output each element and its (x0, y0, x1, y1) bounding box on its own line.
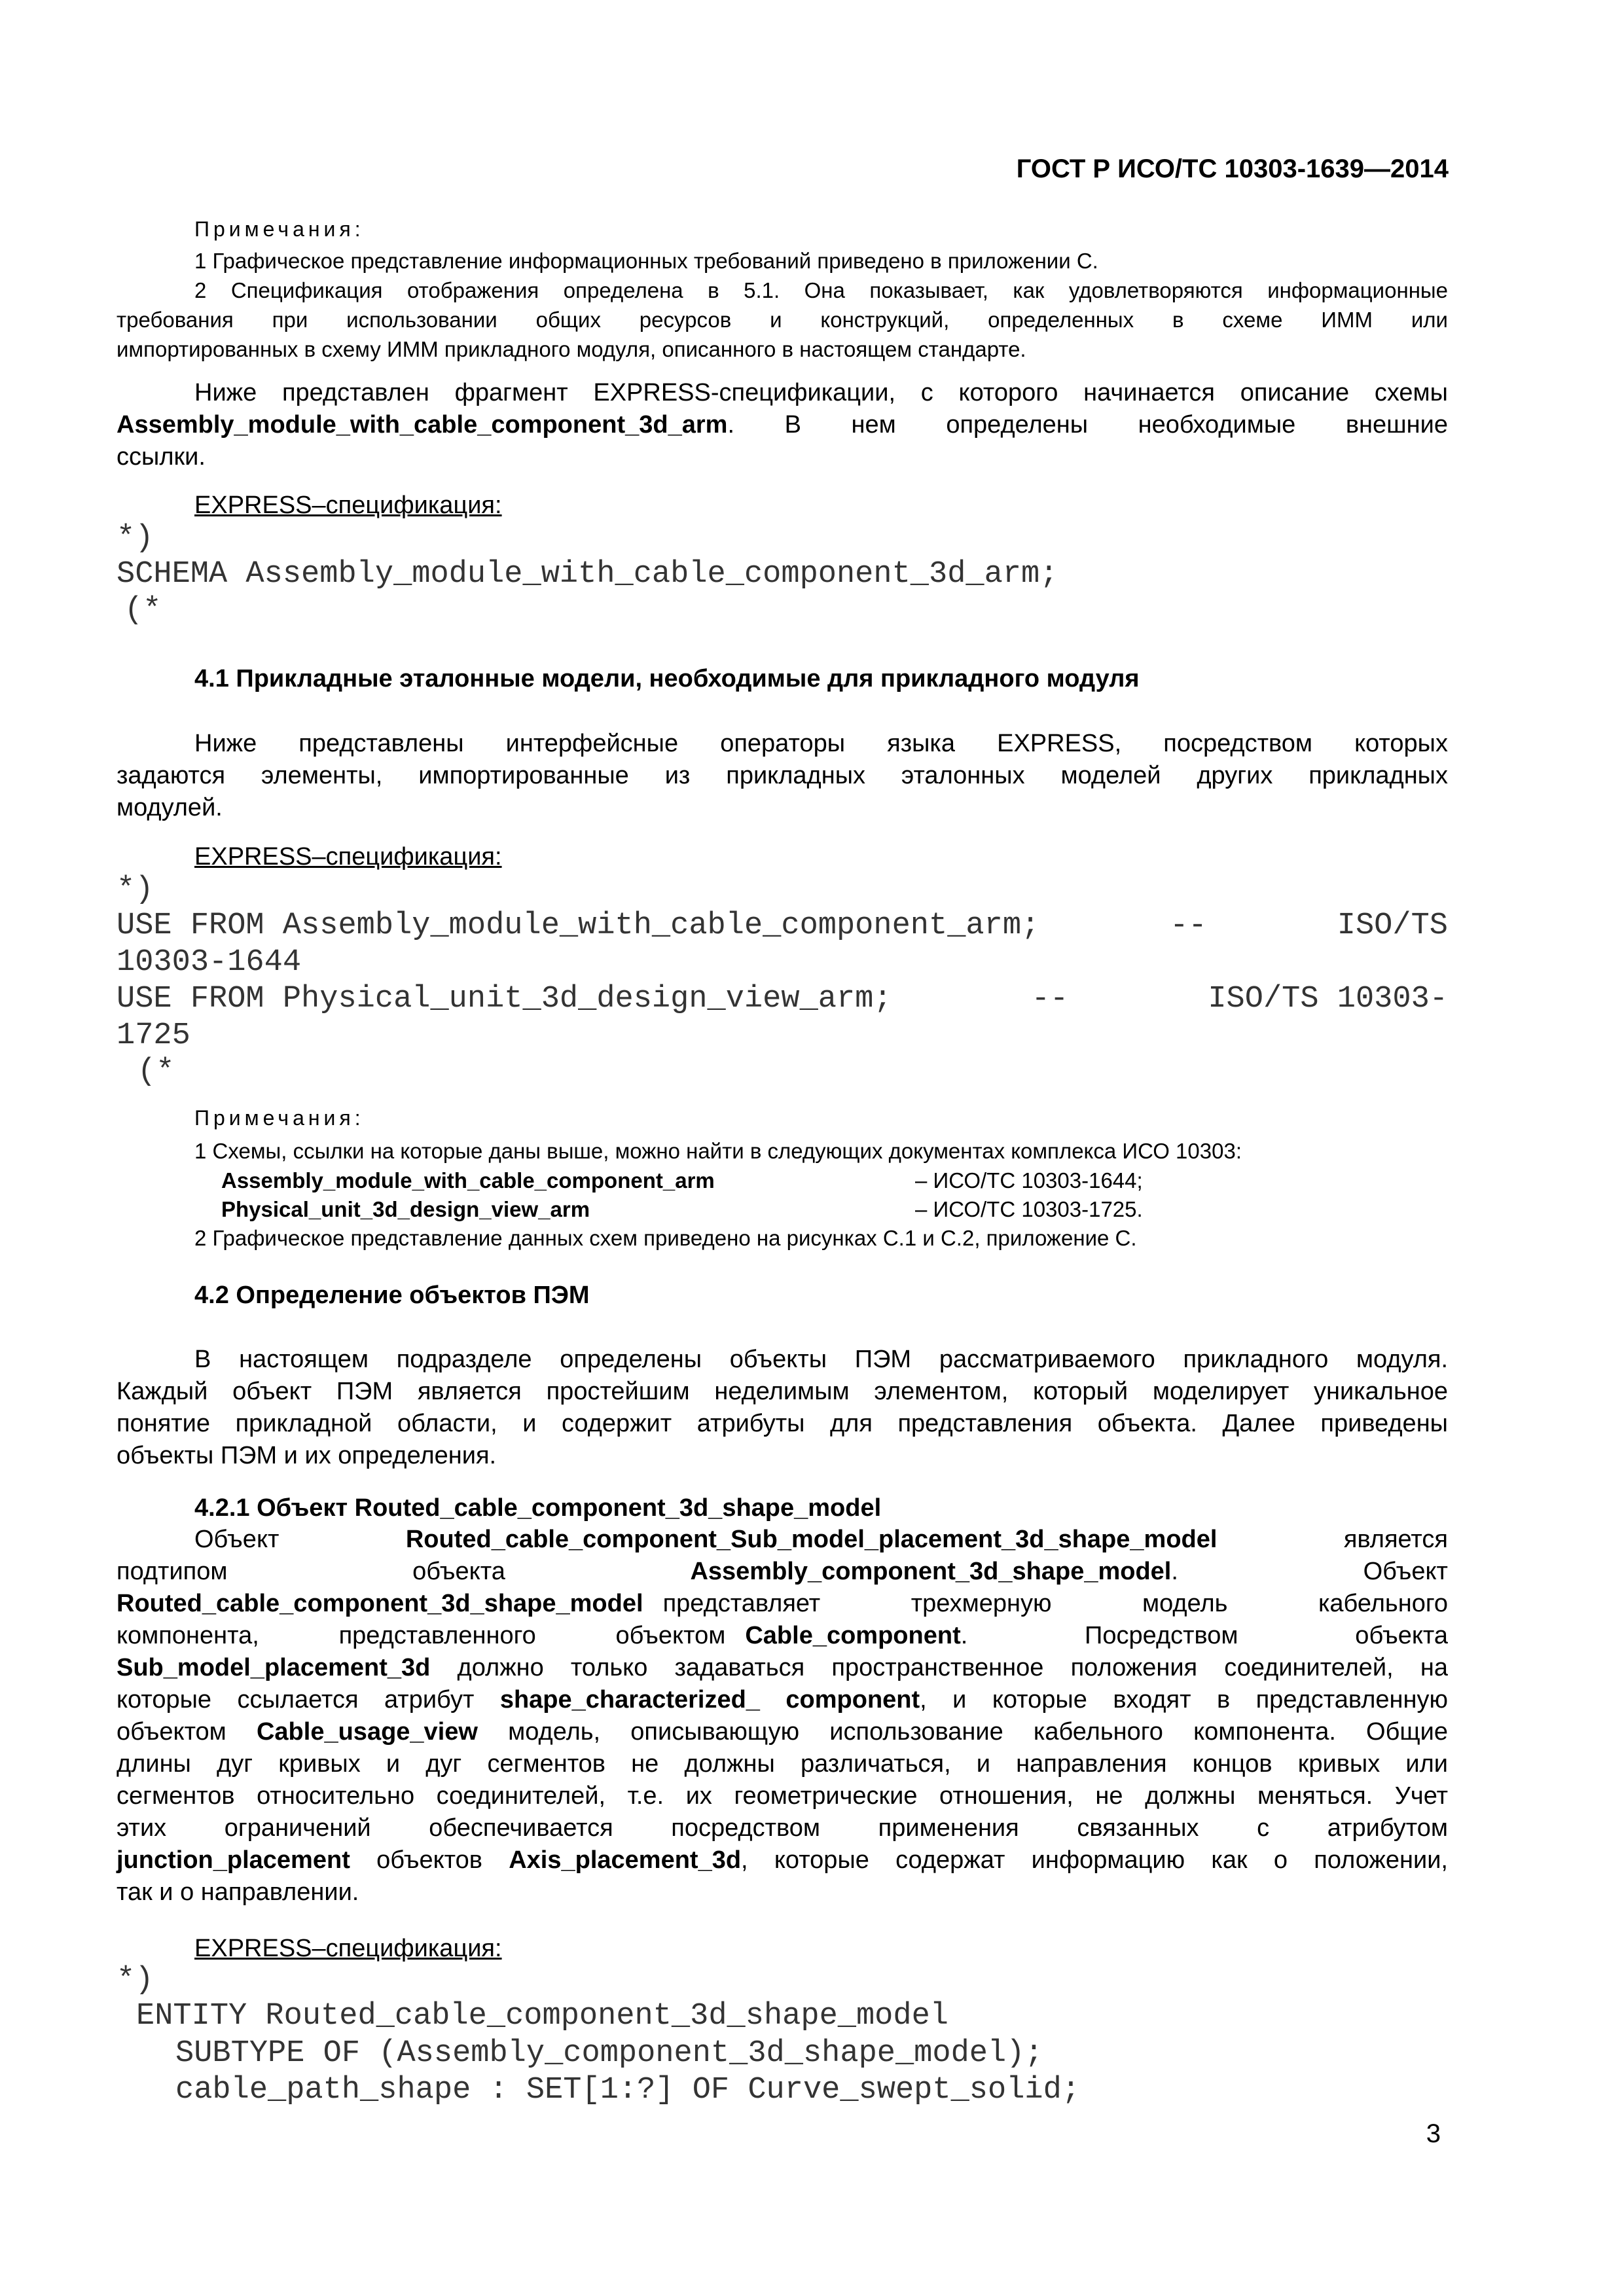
note-1: 1 Схемы, ссылки на которые даны выше, можно найти в следующих документах комплекса ИСО 10303: (194, 1139, 1242, 1163)
attribute-name: shape_characterized_ component (499, 1686, 920, 1713)
code-close: (* (124, 593, 162, 628)
paragraph-line (117, 1716, 1448, 1748)
note-2-line: требования при использовании общих ресурсов и конструкций, определенных в схеме ИММ или (117, 308, 1448, 332)
section-4-2-paragraph (117, 1344, 1448, 1472)
paragraph-text: объекта (412, 1558, 505, 1585)
express-label: EXPRESS–спецификация: (194, 843, 502, 870)
paragraph-text: которые ссылается атрибут (117, 1686, 500, 1713)
code-open: *) (117, 872, 154, 907)
code-attribute: cable_path_shape : SET[1:?] OF Curve_swept_solid; (175, 2073, 1081, 2108)
paragraph-line: Ниже представлен фрагмент EXPRESS-спецификации, с которого начинается описание схемы (194, 379, 1448, 406)
paragraph-text: подтипом (117, 1558, 228, 1585)
paragraph-text: объектов (350, 1846, 509, 1874)
paragraph-line (117, 1684, 1448, 1716)
paragraph-line: задаются элементы, импортированные из прикладных эталонных моделей других прикладных (117, 762, 1448, 789)
paragraph-text: , которые содержат информацию как о положении, (741, 1846, 1448, 1874)
paragraph-line: сегментов относительно соединителей, т.е. их геометрические отношения, не должны меняться. Учет (117, 1782, 1448, 1810)
note-2 (117, 276, 1448, 364)
code-use-statement: USE FROM Physical_unit_3d_design_view_arm; (117, 982, 892, 1016)
entity-name: Cable_component (745, 1622, 961, 1649)
code-use-statement: USE FROM Assembly_module_with_cable_component_arm; (117, 908, 1040, 943)
note-2: 2 Графическое представление данных схем приведено на рисунках С.1 и С.2, приложение С. (194, 1226, 1137, 1250)
paragraph-line (117, 1844, 1448, 1876)
paragraph-line (117, 1588, 1448, 1620)
code-comment-ref: ISO/TS (1337, 908, 1448, 943)
section-4-2-1-paragraph (117, 1524, 1448, 1909)
code-close: (* (137, 1054, 175, 1089)
code-subtype: SUBTYPE OF (Assembly_component_3d_shape_model); (175, 2036, 1043, 2071)
paragraph-line: так и о направлении. (117, 1878, 359, 1906)
paragraph-text: представляет трехмерную модель кабельного (662, 1590, 1448, 1617)
code-use-2-cont: 1725 (117, 1018, 190, 1053)
paragraph-line: модулей. (117, 794, 223, 821)
paragraph-text: модель, описывающую использование кабельного компонента. Общие (477, 1718, 1448, 1746)
paragraph-text: , и которые входят в представленную (920, 1686, 1448, 1713)
note-2-line: 2 Спецификация отображения определена в 5.1. Она показывает, как удовлетворяются информационные (194, 278, 1448, 302)
paragraph-text: объектом (117, 1718, 257, 1746)
entity-name: Axis_placement_3d (509, 1846, 742, 1874)
paragraph-line: объекты ПЭМ и их определения. (117, 1442, 497, 1469)
section-4-2-1-heading: 4.2.1 Объект Routed_cable_component_3d_shape_model (194, 1494, 882, 1522)
ref-schema-name: Assembly_module_with_cable_component_arm (221, 1168, 715, 1193)
code-open: *) (117, 1963, 154, 1998)
paragraph-line (117, 1620, 1448, 1652)
paragraph-text: является (1343, 1526, 1448, 1553)
code-use-1 (117, 908, 1448, 944)
ref-document: – ИСО/ТС 10303-1644; (915, 1168, 1143, 1193)
paragraph-text: Объект (194, 1526, 280, 1553)
paragraph-line (117, 1556, 1448, 1588)
intro-paragraph (117, 377, 1448, 473)
entity-name: Assembly_component_3d_shape_model (690, 1558, 1172, 1585)
entity-name: Routed_cable_component_Sub_model_placement_3d_shape_model (405, 1526, 1218, 1553)
code-entity: ENTITY Routed_cable_component_3d_shape_model (136, 1999, 949, 2034)
paragraph-text: компонента, представленного объектом (117, 1622, 726, 1649)
express-label: EXPRESS–спецификация: (194, 1935, 502, 1962)
entity-name: Cable_usage_view (256, 1718, 478, 1746)
code-schema: SCHEMA Assembly_module_with_cable_component_3d_arm; (117, 557, 1058, 592)
code-comment-dash: -- (1031, 982, 1069, 1016)
paragraph-line: длины дуг кривых и дуг сегментов не должны различаться, и направления концов кривых или (117, 1750, 1448, 1778)
paragraph-line: понятие прикладной области, и содержит атрибуты для представления объекта. Далее приведены (117, 1410, 1448, 1437)
section-4-1-heading: 4.1 Прикладные эталонные модели, необходимые для прикладного модуля (194, 665, 1140, 692)
section-4-2-heading: 4.2 Определение объектов ПЭМ (194, 1282, 590, 1309)
paragraph-line: ссылки. (117, 443, 206, 471)
paragraph-text: . (1171, 1558, 1178, 1585)
note-1: 1 Графическое представление информационных требований приведено в приложении С. (194, 249, 1098, 273)
entity-name: Routed_cable_component_3d_shape_model (117, 1590, 643, 1617)
paragraph-text: Объект (1363, 1558, 1448, 1585)
attribute-name: junction_placement (117, 1846, 350, 1874)
paragraph-line: В настоящем подразделе определены объекты ПЭМ рассматриваемого прикладного модуля. (194, 1346, 1448, 1373)
paragraph-line (117, 1524, 1448, 1556)
ref-document: – ИСО/ТС 10303-1725. (915, 1197, 1143, 1221)
paragraph-line (117, 409, 1448, 441)
paragraph-line: Ниже представлены интерфейсные операторы языка EXPRESS, посредством которых (194, 730, 1448, 757)
paragraph-text: . В нем определены необходимые внешние (727, 411, 1448, 439)
code-use-1-cont: 10303-1644 (117, 945, 302, 980)
paragraph-line: Каждый объект ПЭМ является простейшим неделимым элементом, который моделирует уникальное (117, 1378, 1448, 1405)
note-2-line: импортированных в схему ИММ прикладного модуля, описанного в настоящем стандарте. (117, 337, 1026, 361)
entity-name: Sub_model_placement_3d (117, 1654, 431, 1681)
page-number: 3 (1426, 2119, 1441, 2148)
paragraph-line: этих ограничений обеспечивается посредством применения связанных с атрибутом (117, 1814, 1448, 1842)
notes-title: Примечания: (194, 1106, 365, 1130)
code-comment-ref: ISO/TS 10303- (1208, 982, 1448, 1016)
document-header: ГОСТ Р ИСО/ТС 10303-1639—2014 (1016, 154, 1449, 183)
code-comment-dash: -- (1170, 908, 1207, 943)
notes-title: Примечания: (194, 217, 365, 241)
schema-name: Assembly_module_with_cable_component_3d_arm (117, 411, 728, 439)
ref-schema-name: Physical_unit_3d_design_view_arm (221, 1197, 590, 1221)
paragraph-text: должно только задаваться пространственное положения соединителей, на (430, 1654, 1448, 1681)
paragraph-line (117, 1652, 1448, 1684)
section-4-1-paragraph (117, 728, 1448, 824)
code-use-2 (117, 981, 1448, 1018)
code-open: *) (117, 521, 154, 556)
paragraph-text: . Посредством объекта (960, 1622, 1448, 1649)
express-label: EXPRESS–спецификация: (194, 492, 502, 519)
